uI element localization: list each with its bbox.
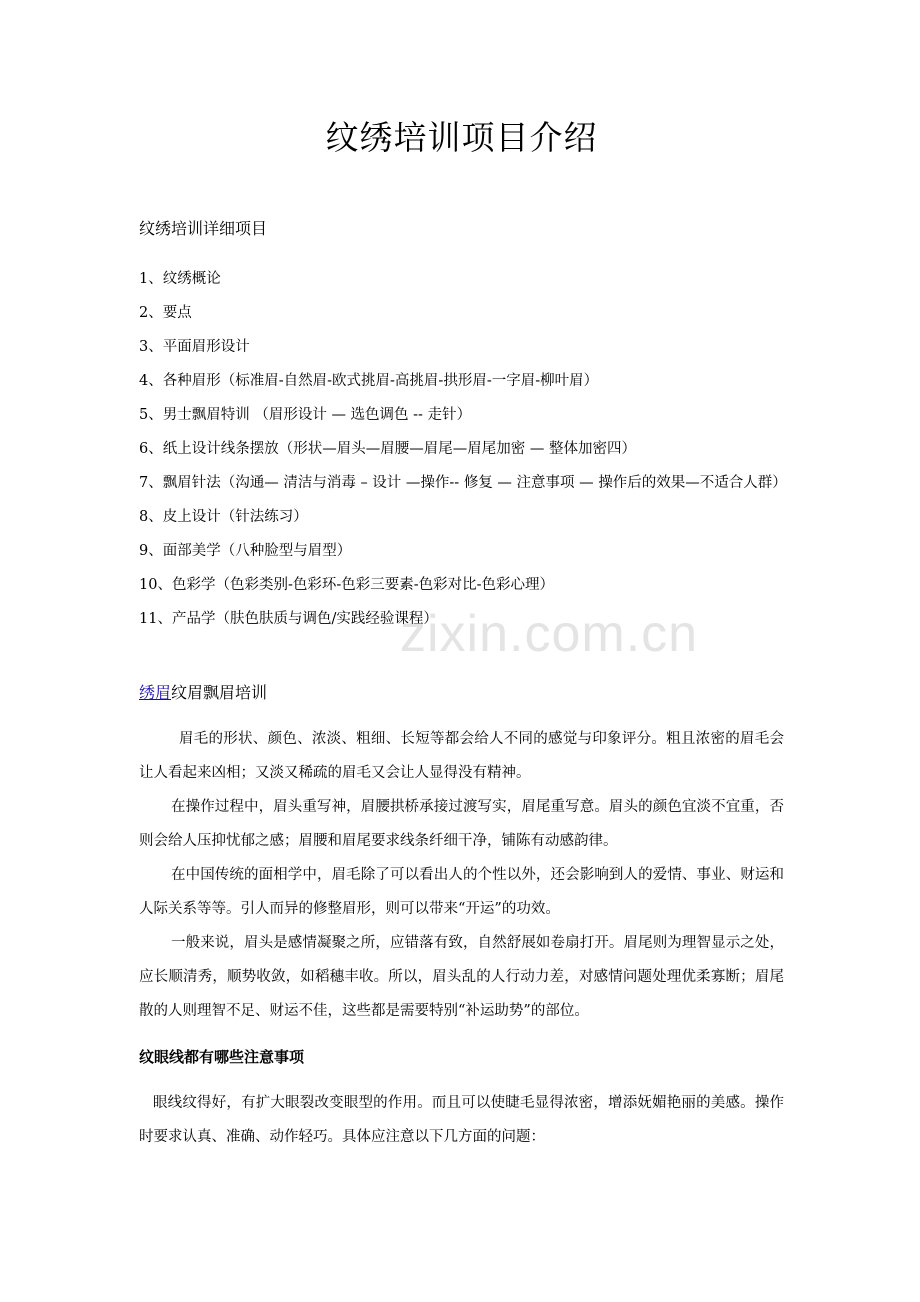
list-item: 11、产品学（肤色肤质与调色/实践经验课程） <box>139 611 438 627</box>
list-item: 4、各种眉形（标准眉-自然眉-欧式挑眉-高挑眉-拱形眉-一字眉-柳叶眉） <box>139 373 599 389</box>
paragraph-eyebrow-head-tail: 一般来说，眉头是感情凝聚之所，应错落有致，自然舒展如卷扇打开。眉尾则为理智显示之处，应长顺清秀，顺势收敛，如稻穗丰收。所以，眉头乱的人行动力差，对感情问题处理优柔寡断；眉尾散的人则理智不足、财运不佳，这些都是需要特别“补运助势”的部位。 <box>139 935 784 1019</box>
list-item: 10、色彩学（色彩类别-色彩环-色彩三要素-色彩对比-色彩心理） <box>139 577 555 593</box>
paragraph-eyebrow-shape: 眉毛的形状、颜色、浓淡、粗细、长短等都会给人不同的感觉与印象评分。粗且浓密的眉毛会让人看起来凶相；又淡又稀疏的眉毛又会让人显得没有精神。 <box>139 731 784 781</box>
paragraph-operation-process: 在操作过程中，眉头重写神，眉腰拱桥承接过渡写实，眉尾重写意。眉头的颜色宜淡不宜重，否则会给人压抑忧郁之感；眉腰和眉尾要求线条纤细干净，铺陈有动感韵律。 <box>139 799 784 849</box>
list-item: 9、面部美学（八种脸型与眉型） <box>139 543 352 559</box>
section-heading-training-items: 纹绣培训详细项目 <box>139 219 268 238</box>
section-heading-eyeliner: 纹眼线都有哪些注意事项 <box>139 1048 305 1066</box>
section-heading-text: 纹眉飘眉培训 <box>171 683 268 702</box>
list-item: 6、纸上设计线条摆放（形状—眉头—眉腰—眉尾—眉尾加密 — 整体加密四） <box>139 441 636 457</box>
paragraph-face-reading: 在中国传统的面相学中，眉毛除了可以看出人的个性以外，还会影响到人的爱情、事业、财运和人际关系等等。引人而异的修整眉形，则可以带来“开运”的功效。 <box>139 867 784 917</box>
list-item: 7、飘眉针法（沟通— 清洁与消毒 – 设计 —操作-- 修复 — 注意事项 — 操作后的效果—不适合人群） <box>139 475 787 491</box>
section-heading-eyebrow-training <box>139 680 267 703</box>
training-items-list <box>139 262 799 636</box>
list-item: 3、平面眉形设计 <box>139 339 250 355</box>
list-item: 8、皮上设计（针法练习） <box>139 509 308 525</box>
watermark: zixin.com.cn <box>400 605 699 663</box>
eyebrow-link[interactable]: 绣眉 <box>139 683 172 702</box>
paragraph-eyeliner: 眼线纹得好，有扩大眼裂改变眼型的作用。而且可以使睫毛显得浓密，增添妩媚艳丽的美感。操作时要求认真、准确、动作轻巧。具体应注意以下几方面的问题： <box>139 1095 784 1145</box>
page-title: 纹绣培训项目介绍 <box>325 118 598 157</box>
list-item: 1、纹绣概论 <box>139 271 221 287</box>
list-item: 5、男士飘眉特训 （眉形设计 — 选色调色 -- 走针） <box>139 407 472 423</box>
list-item: 2、要点 <box>139 305 192 321</box>
